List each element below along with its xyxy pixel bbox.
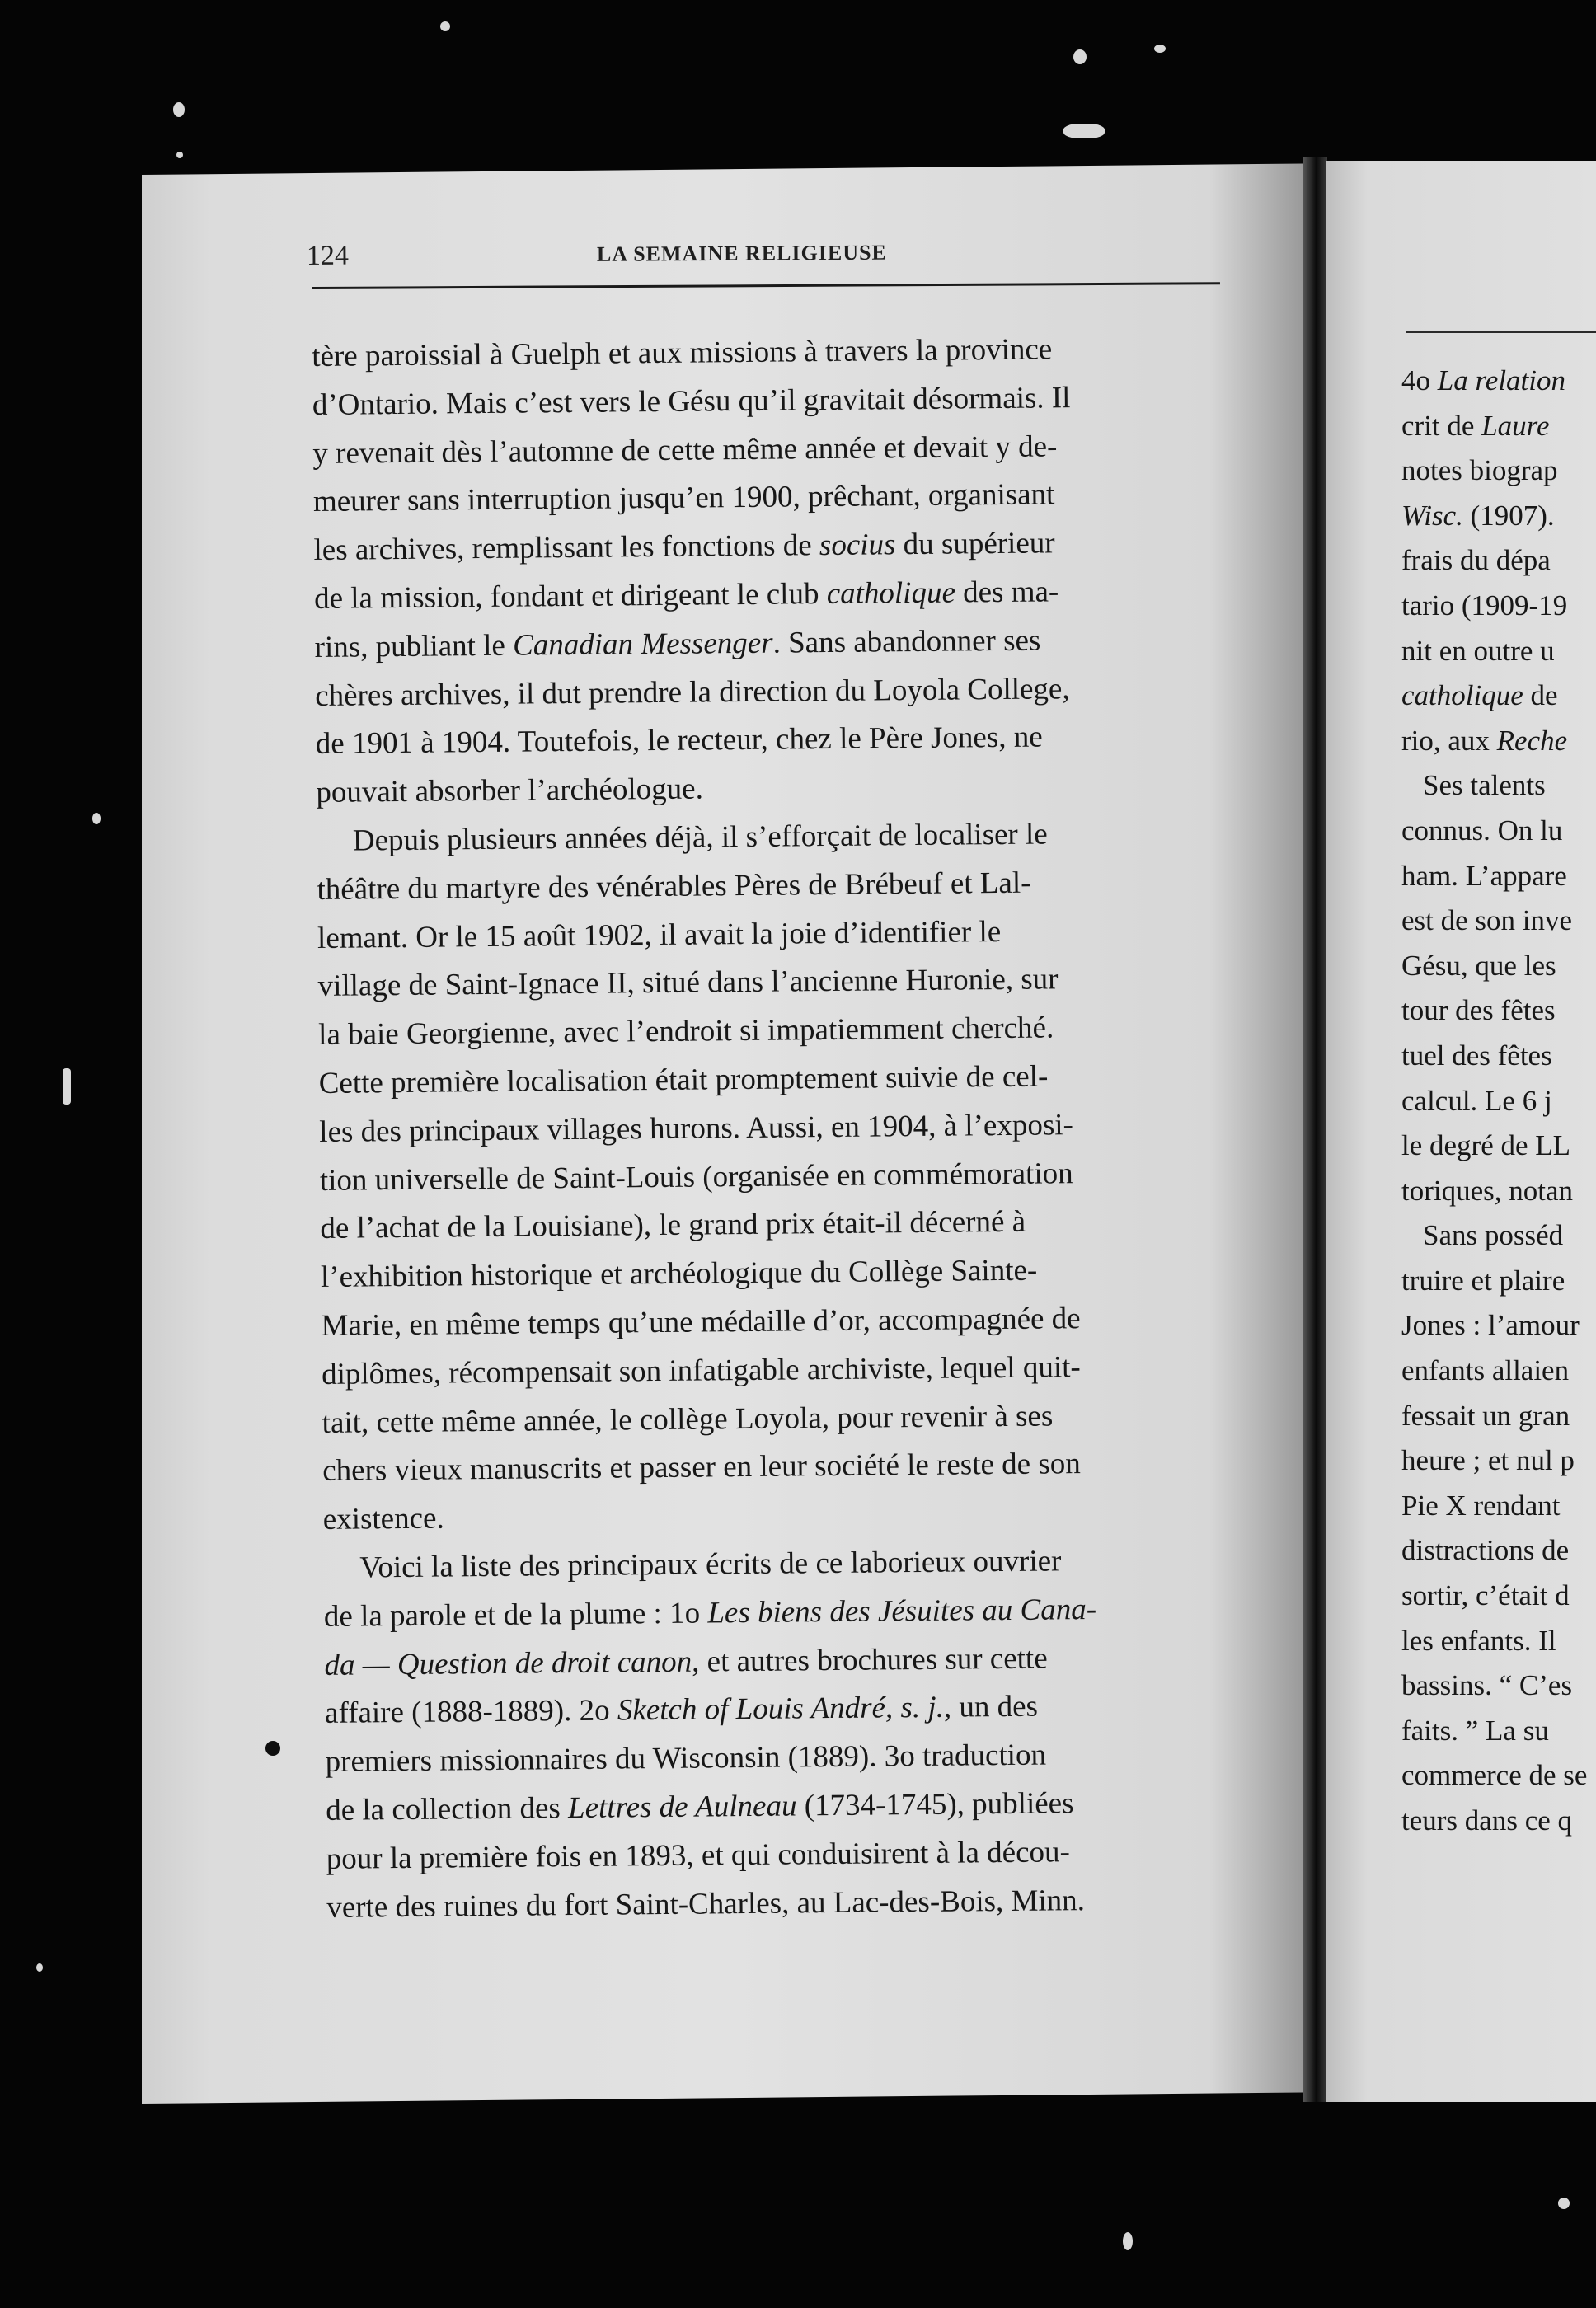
- scan-speck: [92, 813, 101, 824]
- text-line: tion universelle de Saint-Louis (organisée en commémoration: [319, 1156, 1073, 1198]
- right-text-line: faits. ” La su: [1401, 1714, 1549, 1747]
- text-line: Cette première localisation était promptement suivie de cel-: [318, 1059, 1049, 1100]
- italic-phrase: da — Question de droit canon: [324, 1644, 692, 1682]
- running-head: LA SEMAINE RELIGIEUSE: [596, 240, 887, 266]
- scan-speck: [63, 1068, 71, 1105]
- right-text-line: connus. On lu: [1401, 814, 1563, 847]
- text-line: village de Saint-Ignace II, situé dans l’ancienne Huronie, sur: [317, 962, 1059, 1004]
- scan-speck: [1073, 49, 1087, 64]
- text-line: les des principaux villages hurons. Aussi, en 1904, à l’exposi-: [319, 1107, 1074, 1149]
- text-line: y revenait dès l’automne de cette même année et devait y de-: [312, 429, 1058, 471]
- page-header: [307, 235, 1220, 277]
- right-text-line: calcul. Le 6 j: [1401, 1084, 1552, 1117]
- right-text-line: 4o La relation: [1401, 364, 1565, 396]
- scan-speck: [1123, 2232, 1133, 2250]
- right-text-line: teurs dans ce q: [1401, 1804, 1573, 1837]
- right-text-line: fessait un gran: [1401, 1399, 1570, 1432]
- right-text-line: Pie X rendant: [1401, 1489, 1561, 1522]
- right-text-line: Jones : l’amour: [1401, 1309, 1580, 1342]
- text-line: existence.: [322, 1501, 444, 1537]
- scan-speck: [1154, 45, 1166, 53]
- text-line: pour la première fois en 1893, et qui conduisirent à la décou-: [326, 1834, 1071, 1876]
- right-text-line: distractions de: [1401, 1534, 1570, 1567]
- right-text-line: nit en outre u: [1401, 634, 1555, 667]
- text-line: Voici la liste des principaux écrits de ce laborieux ouvrier: [359, 1544, 1062, 1585]
- text-line: lemant. Or le 15 août 1902, il avait la joie d’identifier le: [317, 914, 1002, 955]
- text-line: de la mission, fondant et dirigeant le club catholique des ma-: [313, 575, 1059, 616]
- text-line: rins, publiant le Canadian Messenger. Sans abandonner ses: [314, 623, 1041, 664]
- text-line: diplômes, récompensait son infatigable archiviste, lequel quit-: [321, 1349, 1081, 1391]
- scan-speck: [173, 102, 185, 117]
- italic-phrase: Canadian Messenger: [512, 626, 773, 663]
- scan-speck: [1063, 124, 1105, 138]
- right-text-line: tario (1909-19: [1401, 589, 1568, 622]
- margin-dot: [265, 1741, 280, 1756]
- text-line: théâtre du martyre des vénérables Pères de Brébeuf et Lal-: [317, 866, 1031, 907]
- text-line: de la parole et de la plume : 1o Les biens des Jésuites au Cana-: [323, 1592, 1097, 1634]
- italic-phrase: Wisc.: [1401, 499, 1463, 532]
- text-line: affaire (1888-1889). 2o Sketch of Louis André, s. j., un des: [324, 1689, 1039, 1731]
- italic-phrase: Sketch of Louis André, s. j.: [617, 1691, 945, 1728]
- right-text-line: enfants allaien: [1401, 1354, 1570, 1387]
- scan-speck: [176, 152, 183, 158]
- scan-speck: [440, 21, 450, 31]
- text-line: tait, cette même année, le collège Loyola, pour revenir à ses: [322, 1398, 1054, 1440]
- text-line: la baie Georgienne, avec l’endroit si impatiemment cherché.: [317, 1011, 1054, 1053]
- right-text-line: tour des fêtes: [1401, 994, 1556, 1027]
- page-number: 124: [306, 240, 350, 271]
- right-page: [1326, 161, 1596, 2102]
- text-line: d’Ontario. Mais c’est vers le Gésu qu’il gravitait désormais. Il: [312, 380, 1071, 422]
- right-text-line: rio, aux Reche: [1401, 724, 1568, 757]
- right-text-line: le degré de LL: [1401, 1129, 1571, 1162]
- right-text-line: les enfants. Il: [1401, 1624, 1556, 1657]
- right-page-text: [1401, 359, 1596, 1844]
- right-text-line: frais du dépa: [1401, 544, 1551, 577]
- italic-phrase: Les biens des Jésuites au Cana-: [707, 1592, 1097, 1630]
- text-line: Depuis plusieurs années déjà, il s’efforçait de localiser le: [352, 817, 1048, 858]
- right-text-line: ham. L’appare: [1401, 859, 1567, 892]
- text-line: l’exhibition historique et archéologique du Collège Sainte-: [320, 1253, 1038, 1295]
- italic-phrase: socius: [819, 528, 896, 563]
- right-text-line: tuel des fêtes: [1401, 1039, 1552, 1072]
- text-line: de la collection des Lettres de Aulneau (1734-1745), publiées: [326, 1786, 1074, 1827]
- text-line: tère paroissial à Guelph et aux missions à travers la province: [312, 332, 1053, 373]
- right-text-line: Gésu, que les: [1401, 949, 1556, 982]
- right-text-line: crit de Laure: [1401, 409, 1550, 442]
- scan-speck: [36, 1963, 43, 1972]
- right-text-line: heure ; et nul p: [1401, 1444, 1575, 1477]
- text-line: Marie, en même temps qu’une médaille d’or, accompagnée de: [321, 1302, 1081, 1343]
- italic-phrase: La relation: [1437, 364, 1565, 396]
- right-text-line: toriques, notan: [1401, 1174, 1574, 1207]
- right-text-line: truire et plaire: [1401, 1264, 1565, 1297]
- right-text-line: commerce de se: [1401, 1759, 1588, 1792]
- italic-phrase: Laure: [1481, 409, 1550, 442]
- italic-phrase: catholique: [1401, 679, 1523, 712]
- text-line: les archives, remplissant les fonctions de socius du supérieur: [313, 526, 1055, 568]
- right-header-rule: [1406, 331, 1596, 333]
- text-line: premiers missionnaires du Wisconsin (1889). 3o traduction: [325, 1738, 1047, 1780]
- text-line: chers vieux manuscrits et passer en leur société le reste de son: [322, 1447, 1081, 1489]
- right-text-line: notes biograp: [1401, 454, 1558, 487]
- text-line: verte des ruines du fort Saint-Charles, au Lac-des-Bois, Minn.: [326, 1883, 1086, 1925]
- right-text-line: catholique de: [1401, 679, 1558, 712]
- text-line: da — Question de droit canon, et autres brochures sur cette: [324, 1641, 1048, 1682]
- text-line: chères archives, il dut prendre la direction du Loyola College,: [315, 671, 1070, 713]
- book-gutter: [1303, 157, 1327, 2102]
- text-line: de 1901 à 1904. Toutefois, le recteur, chez le Père Jones, ne: [315, 720, 1043, 762]
- scan-speck: [1558, 2198, 1570, 2209]
- right-text-line: est de son inve: [1401, 904, 1573, 937]
- text-line: de l’achat de la Louisiane), le grand prix était-il décerné à: [320, 1205, 1026, 1246]
- italic-phrase: catholique: [826, 575, 956, 612]
- text-line: meurer sans interruption jusqu’en 1900, prêchant, organisant: [312, 477, 1055, 519]
- right-text-line: Sans posséd: [1423, 1219, 1564, 1252]
- right-text-line: Ses talents: [1423, 769, 1546, 802]
- text-line: pouvait absorber l’archéologue.: [316, 772, 704, 810]
- italic-phrase: Lettres de Aulneau: [567, 1789, 797, 1826]
- left-page-text: [312, 324, 1242, 1932]
- right-text-line: bassins. “ C’es: [1401, 1669, 1573, 1702]
- right-text-line: Wisc. (1907).: [1401, 499, 1555, 532]
- italic-phrase: Reche: [1496, 724, 1568, 757]
- right-text-line: sortir, c’était d: [1401, 1579, 1570, 1612]
